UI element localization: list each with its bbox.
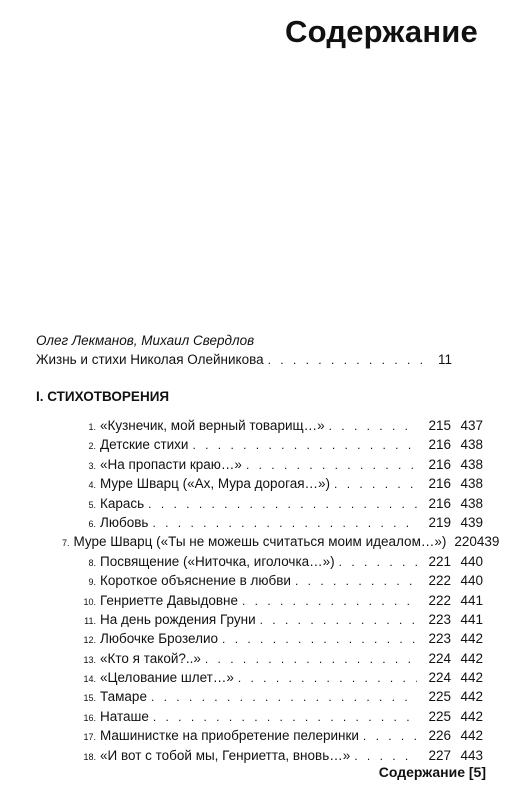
toc-entry[interactable] (62, 515, 483, 534)
entry-number: 3. (88, 460, 96, 471)
entry-page: 219 (428, 514, 451, 530)
intro-page: 11 (437, 352, 452, 367)
entry-notes-page: 438 (460, 456, 483, 472)
dot-leader (222, 632, 417, 646)
dot-leader (152, 516, 417, 530)
entry-page: 224 (428, 650, 451, 666)
entry-title: Карась (100, 495, 145, 511)
toc-entry[interactable] (62, 651, 483, 670)
entry-title: Наташе (100, 708, 149, 724)
entry-number: 10. (83, 596, 96, 607)
entry-notes-page: 437 (460, 418, 483, 433)
running-footer: Содержание [5] (378, 764, 486, 780)
entry-notes-page: 442 (460, 728, 483, 744)
entry-number: 17. (83, 732, 96, 743)
entry-page: 226 (428, 728, 451, 744)
entry-notes-page: 439 (460, 514, 483, 530)
entry-number: 5. (88, 499, 96, 510)
toc-entry[interactable] (62, 457, 483, 476)
dot-leader (295, 574, 417, 588)
entry-title: Короткое объяснение в любви (100, 573, 291, 589)
entry-notes-page: 439 (476, 534, 500, 550)
page-title: Содержание (285, 14, 478, 49)
entry-page: 224 (428, 670, 451, 686)
dot-leader (363, 729, 417, 743)
dot-leader (148, 497, 417, 511)
entry-number: 12. (83, 635, 96, 646)
entry-page: 225 (428, 689, 451, 705)
dot-leader (246, 458, 417, 472)
entry-page: 216 (428, 476, 451, 492)
entry-page: 220 (454, 534, 477, 550)
dot-leader (238, 671, 417, 685)
dot-leader (151, 690, 417, 704)
entry-title: Тамаре (100, 689, 147, 705)
entry-title: На день рождения Груни (100, 611, 256, 627)
entry-title: Генриетте Давыдовне (100, 592, 238, 608)
intro-title: Жизнь и стихи Николая Олейникова (36, 352, 264, 367)
entry-title: Посвящение («Ниточка, иголочка…») (100, 553, 335, 569)
entry-number: 16. (83, 712, 96, 723)
dot-leader (334, 477, 417, 491)
entry-title: «И вот с тобой мы, Генриетта, вновь…» (100, 747, 351, 763)
entry-page: 215 (428, 418, 451, 433)
entry-number: 18. (83, 751, 96, 762)
entry-notes-page: 442 (460, 689, 483, 705)
entry-page: 223 (428, 611, 451, 627)
toc-entry[interactable] (62, 709, 483, 728)
entry-title: «Целование шлет…» (100, 670, 234, 686)
entry-number: 1. (88, 422, 96, 432)
entry-title: Любовь (100, 514, 149, 530)
entry-page: 222 (428, 592, 451, 608)
entry-notes-page: 443 (460, 747, 483, 763)
entry-page: 227 (428, 747, 451, 763)
entry-title: Любочке Брозелио (100, 631, 219, 647)
entry-number: 11. (84, 615, 96, 626)
dot-leader (329, 419, 417, 433)
entry-page: 225 (428, 708, 451, 724)
dot-leader (354, 749, 417, 763)
entry-notes-page: 440 (460, 553, 483, 569)
intro-authors: Олег Лекманов, Михаил Свердлов (36, 333, 255, 348)
entry-title: «Кузнечик, мой верный товарищ…» (100, 418, 325, 433)
entry-title: Детские стихи (100, 437, 189, 453)
section-heading: I. СТИХОТВОРЕНИЯ (36, 389, 170, 404)
entry-number: 13. (83, 654, 96, 665)
entry-notes-page: 440 (460, 573, 483, 589)
entry-title: Машинистке на приобретение пелеринки (100, 728, 359, 744)
entry-page: 222 (428, 573, 451, 589)
toc-entry[interactable] (62, 554, 483, 573)
entry-notes-page: 442 (460, 670, 483, 686)
entry-page: 223 (428, 631, 451, 647)
toc-entry[interactable] (62, 534, 500, 553)
toc-entry[interactable] (62, 496, 483, 515)
toc-entry[interactable] (62, 573, 483, 592)
entry-page: 221 (428, 553, 451, 569)
entry-number: 8. (88, 557, 96, 568)
dot-leader (205, 652, 417, 666)
toc-entry[interactable] (62, 670, 483, 689)
entry-number: 9. (88, 577, 96, 588)
entry-number: 6. (88, 518, 96, 529)
entry-number: 4. (88, 480, 96, 491)
dot-leader (192, 438, 417, 452)
entry-notes-page: 438 (460, 476, 483, 492)
entry-title: Муре Шварц («Ты не можешь считаться моим идеалом…») (73, 534, 447, 550)
entry-notes-page: 438 (460, 437, 483, 453)
entry-number: 15. (83, 693, 96, 704)
entry-notes-page: 441 (460, 611, 483, 627)
entry-page: 216 (428, 495, 451, 511)
dot-leader (268, 353, 428, 367)
entry-title: Муре Шварц («Ах, Мура дорогая…») (100, 476, 331, 492)
entry-notes-page: 441 (460, 592, 483, 608)
entry-number: 7. (62, 538, 70, 549)
entry-notes-page: 442 (460, 650, 483, 666)
toc-entry[interactable] (62, 728, 483, 747)
dot-leader (339, 555, 417, 569)
entry-title: «На пропасти краю…» (100, 456, 242, 472)
entry-page: 216 (428, 437, 451, 453)
entry-number: 14. (83, 674, 96, 685)
toc-entry[interactable] (62, 418, 483, 437)
dot-leader (153, 710, 417, 724)
intro-entry[interactable] (36, 352, 452, 367)
toc-entry[interactable] (62, 593, 483, 612)
toc-entry[interactable] (62, 476, 483, 495)
toc-entry[interactable] (62, 689, 483, 708)
entry-number: 2. (88, 441, 96, 452)
entry-notes-page: 442 (460, 708, 483, 724)
dot-leader (242, 594, 417, 608)
dot-leader (260, 613, 417, 627)
toc-entry[interactable] (62, 631, 483, 650)
entry-page: 216 (428, 456, 451, 472)
entry-notes-page: 438 (460, 495, 483, 511)
entry-title: «Кто я такой?..» (100, 650, 201, 666)
entry-notes-page: 442 (460, 631, 483, 647)
toc-list (62, 418, 500, 767)
toc-entry[interactable] (62, 612, 483, 631)
toc-entry[interactable] (62, 437, 483, 456)
